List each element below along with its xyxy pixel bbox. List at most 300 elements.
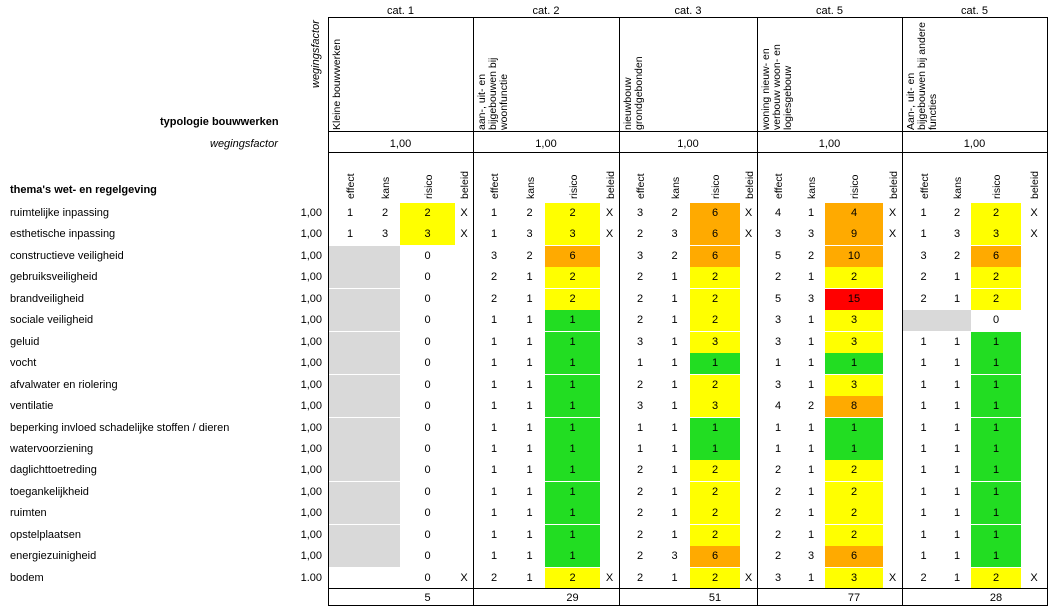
effect-value: 2 xyxy=(636,507,644,520)
beleid-value xyxy=(740,525,757,546)
effect-value: 1 xyxy=(920,400,927,413)
kans-value: 1 xyxy=(526,421,533,434)
beleid-value xyxy=(600,267,619,288)
beleid-value xyxy=(740,418,757,439)
effect-value xyxy=(334,482,366,503)
effect-value: 1 xyxy=(774,442,782,455)
beleid-value: X xyxy=(888,228,897,241)
effect-value: 2 xyxy=(636,378,644,391)
effect-value: 2 xyxy=(774,528,782,541)
effect-value: 2 xyxy=(636,485,644,498)
beleid-value xyxy=(1021,482,1047,503)
sub-header-effect: effect xyxy=(345,173,357,199)
risico-value: 0 xyxy=(424,335,431,348)
category-name: Kleine bouwwerken xyxy=(331,38,343,130)
effect-value xyxy=(334,396,366,417)
kans-value: 3 xyxy=(807,550,815,563)
theme-label: vocht xyxy=(10,357,37,370)
effect-value: 1 xyxy=(920,528,927,541)
risico-value: 2 xyxy=(825,482,883,503)
theme-label: ventilatie xyxy=(10,400,54,413)
beleid-value xyxy=(740,503,757,524)
risico-value: 1 xyxy=(971,375,1021,396)
risico-value: 1 xyxy=(971,482,1021,503)
risico-value: 1 xyxy=(825,439,883,460)
kans-value: 1 xyxy=(953,528,961,541)
beleid-value xyxy=(1021,375,1047,396)
theme-weight: 1,00 xyxy=(300,357,322,370)
effect-value: 1 xyxy=(920,507,927,520)
kans-value: 1 xyxy=(953,292,961,305)
risico-value: 2 xyxy=(690,482,740,503)
risico-value: 1 xyxy=(971,525,1021,546)
risico-value: 3 xyxy=(690,332,740,353)
effect-value: 1 xyxy=(490,228,498,241)
sub-header-effect: effect xyxy=(489,173,501,199)
theme-label: ruimtelijke inpassing xyxy=(10,207,110,219)
beleid-value: X xyxy=(1030,228,1038,241)
risico-value: 2 xyxy=(825,525,883,546)
grid-line-block xyxy=(1047,17,1048,606)
kans-value: 1 xyxy=(807,507,815,520)
risico-value: 4 xyxy=(825,203,883,224)
beleid-value xyxy=(740,546,757,567)
risico-value: 1 xyxy=(971,460,1021,481)
effect-value: 1 xyxy=(636,357,644,370)
beleid-value: X xyxy=(605,207,614,219)
kans-value: 1 xyxy=(671,421,678,434)
sub-header-kans: kans xyxy=(669,176,682,199)
effect-value xyxy=(334,353,366,374)
beleid-value xyxy=(455,460,473,481)
risico-value: 2 xyxy=(690,267,740,288)
category-total: 51 xyxy=(708,592,722,604)
beleid-value xyxy=(740,482,757,503)
kans-value: 1 xyxy=(953,335,961,348)
grid-line-weights xyxy=(328,131,1047,132)
kans-value: 3 xyxy=(807,292,815,305)
risico-value: 2 xyxy=(690,310,740,331)
effect-value: 2 xyxy=(774,507,782,520)
risico-value: 1 xyxy=(690,353,740,374)
kans-value xyxy=(370,332,400,353)
kans-value: 1 xyxy=(526,464,533,477)
kans-value: 1 xyxy=(807,421,815,434)
theme-weight: 1,00 xyxy=(300,442,322,455)
effect-value xyxy=(334,525,366,546)
sub-header-beleid: beleid xyxy=(887,170,900,199)
risico-value: 2 xyxy=(825,503,883,524)
beleid-value xyxy=(1021,310,1047,331)
kans-value: 1 xyxy=(671,335,678,348)
risico-value: 2 xyxy=(690,460,740,481)
sub-header-effect: effect xyxy=(918,173,931,199)
beleid-value xyxy=(455,310,473,331)
effect-value: 3 xyxy=(774,228,782,241)
beleid-value xyxy=(740,310,757,331)
risico-value: 9 xyxy=(825,224,883,245)
risico-value: 1 xyxy=(545,353,600,374)
kans-value: 1 xyxy=(953,442,961,455)
risico-value: 8 xyxy=(825,396,883,417)
category-name: nieuwbouw grondgebonden xyxy=(622,56,645,130)
risico-value: 2 xyxy=(971,203,1021,224)
kans-value xyxy=(370,246,400,267)
effect-value: 1 xyxy=(490,207,498,219)
effect-value: 3 xyxy=(774,335,782,348)
beleid-value xyxy=(740,289,757,310)
theme-label: watervoorziening xyxy=(10,442,94,455)
effect-value: 1 xyxy=(920,357,927,370)
kans-value: 2 xyxy=(671,207,678,219)
category-total: 5 xyxy=(424,592,431,604)
kans-value: 1 xyxy=(953,271,961,284)
beleid-value xyxy=(455,546,473,567)
effect-value: 1 xyxy=(920,485,927,498)
risico-value: 2 xyxy=(690,375,740,396)
beleid-value xyxy=(740,375,757,396)
risico-value: 1 xyxy=(545,482,600,503)
kans-value xyxy=(370,267,400,288)
themes-label: thema's wet- en regelgeving xyxy=(10,184,157,196)
effect-value: 1 xyxy=(920,421,927,434)
kans-value: 1 xyxy=(807,464,815,477)
theme-weight: 1,00 xyxy=(300,485,322,498)
beleid-value xyxy=(455,396,473,417)
risico-value: 1 xyxy=(690,439,740,460)
beleid-value xyxy=(1021,460,1047,481)
effect-value xyxy=(334,418,366,439)
beleid-value xyxy=(455,353,473,374)
risico-value: 1 xyxy=(971,332,1021,353)
kans-value xyxy=(370,375,400,396)
kans-value: 1 xyxy=(953,400,961,413)
theme-label: afvalwater en riolering xyxy=(10,378,118,391)
effect-value: 2 xyxy=(636,528,644,541)
sub-header-effect: effect xyxy=(773,173,785,199)
effect-value: 2 xyxy=(636,271,644,284)
beleid-value xyxy=(600,418,619,439)
risico-value: 0 xyxy=(424,550,431,563)
effect-value: 4 xyxy=(774,400,782,413)
kans-value xyxy=(370,460,400,481)
kans-value: 1 xyxy=(953,378,961,391)
theme-label: esthetische inpassing xyxy=(10,228,116,241)
risico-value: 3 xyxy=(690,396,740,417)
kans-value xyxy=(943,310,971,331)
effect-value: 1 xyxy=(920,228,927,241)
kans-value: 1 xyxy=(953,485,961,498)
grid-line-bottom xyxy=(328,588,1047,589)
risico-value: 1 xyxy=(825,353,883,374)
sub-header-effect: effect xyxy=(635,173,647,199)
kans-value: 1 xyxy=(526,571,533,584)
risico-value: 0 xyxy=(424,357,431,370)
risico-value: 0 xyxy=(424,378,431,391)
theme-weight: 1,00 xyxy=(300,228,322,241)
kans-value: 1 xyxy=(807,571,815,584)
effect-value: 2 xyxy=(920,292,927,305)
effect-value: 4 xyxy=(774,207,782,219)
risico-value: 1 xyxy=(545,418,600,439)
risico-value: 6 xyxy=(971,246,1021,267)
beleid-value: X xyxy=(1030,571,1038,584)
risico-value: 0 xyxy=(424,400,431,413)
risico-value: 0 xyxy=(424,442,431,455)
kans-value: 1 xyxy=(953,571,961,584)
kans-value xyxy=(370,568,400,589)
risico-value: 1 xyxy=(971,503,1021,524)
kans-value: 2 xyxy=(381,207,389,219)
kans-value: 2 xyxy=(526,249,533,262)
effect-value: 2 xyxy=(636,464,644,477)
theme-weight: 1,00 xyxy=(300,249,322,262)
effect-value xyxy=(334,332,366,353)
beleid-value: X xyxy=(605,571,614,584)
beleid-value xyxy=(883,289,902,310)
category-name: woning nieuw- en verbouw woon- en logiesgebouw xyxy=(760,44,794,130)
kans-value: 1 xyxy=(526,528,533,541)
beleid-value xyxy=(455,246,473,267)
risico-value: 2 xyxy=(971,289,1021,310)
risico-value: 1 xyxy=(545,546,600,567)
risico-value: 3 xyxy=(971,224,1021,245)
risico-value: 10 xyxy=(825,246,883,267)
risico-value: 1 xyxy=(971,546,1021,567)
risico-value: 2 xyxy=(971,267,1021,288)
effect-value: 3 xyxy=(774,314,782,327)
risico-value: 3 xyxy=(825,375,883,396)
effect-value: 1 xyxy=(490,314,498,327)
risico-value: 1 xyxy=(545,439,600,460)
beleid-value: X xyxy=(460,228,468,241)
effect-value: 1 xyxy=(490,442,498,455)
risico-value: 3 xyxy=(545,224,600,245)
effect-value xyxy=(334,246,366,267)
risico-value: 6 xyxy=(690,203,740,224)
theme-label: toegankelijkheid xyxy=(10,485,89,498)
kans-value: 1 xyxy=(953,550,961,563)
beleid-value xyxy=(455,525,473,546)
grid-line-block xyxy=(473,17,474,606)
risico-value: 6 xyxy=(545,246,600,267)
kans-value: 1 xyxy=(953,507,961,520)
effect-value: 2 xyxy=(636,314,644,327)
risico-value: 2 xyxy=(690,568,740,589)
beleid-value: X xyxy=(605,228,614,241)
beleid-value xyxy=(600,525,619,546)
risico-value: 0 xyxy=(424,249,431,262)
risico-value: 1 xyxy=(971,396,1021,417)
effect-value: 1 xyxy=(490,464,498,477)
effect-value: 1 xyxy=(920,335,927,348)
category-code: cat. 1 xyxy=(387,5,414,17)
effect-value: 2 xyxy=(774,550,782,563)
effect-value: 1 xyxy=(490,528,498,541)
beleid-value: X xyxy=(460,571,468,584)
risico-value: 2 xyxy=(971,568,1021,589)
beleid-value xyxy=(883,332,902,353)
beleid-value xyxy=(1021,396,1047,417)
effect-value: 2 xyxy=(636,228,644,241)
effect-value xyxy=(908,310,939,331)
kans-value: 1 xyxy=(953,421,961,434)
beleid-value xyxy=(600,439,619,460)
effect-value: 3 xyxy=(636,335,644,348)
effect-value xyxy=(334,546,366,567)
kans-value: 1 xyxy=(671,571,678,584)
risico-value: 1 xyxy=(545,396,600,417)
kans-value: 1 xyxy=(671,378,678,391)
beleid-value: X xyxy=(460,207,468,219)
kans-value: 1 xyxy=(526,550,533,563)
risico-value: 6 xyxy=(690,224,740,245)
beleid-value xyxy=(1021,353,1047,374)
kans-value: 1 xyxy=(526,271,533,284)
risico-value: 1 xyxy=(545,332,600,353)
effect-value: 1 xyxy=(490,400,498,413)
effect-value: 2 xyxy=(490,571,498,584)
effect-value xyxy=(334,267,366,288)
kans-value: 2 xyxy=(671,249,678,262)
kans-value: 1 xyxy=(807,357,815,370)
effect-value: 1 xyxy=(920,378,927,391)
risico-value: 0 xyxy=(424,421,431,434)
kans-value: 1 xyxy=(526,292,533,305)
kans-value: 2 xyxy=(526,207,533,219)
theme-label: energiezuinigheid xyxy=(10,550,97,563)
effect-value: 5 xyxy=(774,249,782,262)
effect-value: 1 xyxy=(490,507,498,520)
grid-line-subs xyxy=(328,152,1047,153)
theme-weight: 1,00 xyxy=(300,271,322,284)
grid-line-block xyxy=(619,17,620,606)
effect-value xyxy=(334,503,366,524)
category-weight: 1,00 xyxy=(818,138,841,150)
theme-weight: 1,00 xyxy=(300,207,322,219)
effect-value: 1 xyxy=(636,421,644,434)
risico-value: 3 xyxy=(825,310,883,331)
category-code: cat. 5 xyxy=(961,5,988,17)
risico-value: 1 xyxy=(545,525,600,546)
kans-value: 1 xyxy=(671,314,678,327)
theme-weight: 1,00 xyxy=(300,421,322,434)
effect-value xyxy=(334,375,366,396)
beleid-value xyxy=(883,310,902,331)
kans-value: 1 xyxy=(807,335,815,348)
theme-label: geluid xyxy=(10,335,40,348)
beleid-value xyxy=(883,267,902,288)
category-code: cat. 3 xyxy=(674,5,702,17)
effect-value: 1 xyxy=(490,357,498,370)
category-code: cat. 5 xyxy=(816,5,843,17)
theme-label: daglichttoetreding xyxy=(10,464,97,477)
risico-value: 0 xyxy=(424,528,431,541)
kans-value: 1 xyxy=(807,378,815,391)
risico-value: 1 xyxy=(545,375,600,396)
risico-value: 0 xyxy=(424,485,431,498)
kans-value: 1 xyxy=(953,464,961,477)
beleid-value xyxy=(740,267,757,288)
beleid-value xyxy=(1021,267,1047,288)
effect-value: 2 xyxy=(920,271,927,284)
risico-value: 3 xyxy=(400,224,455,245)
sub-header-kans: kans xyxy=(380,176,392,199)
effect-value: 3 xyxy=(636,249,644,262)
sub-header-beleid: beleid xyxy=(459,170,471,199)
kans-value: 1 xyxy=(671,271,678,284)
kans-value: 1 xyxy=(526,314,533,327)
effect-value: 2 xyxy=(490,292,498,305)
beleid-value xyxy=(1021,439,1047,460)
beleid-value xyxy=(883,375,902,396)
effect-value: 1 xyxy=(920,550,927,563)
kans-value: 1 xyxy=(807,485,815,498)
typology-label: typologie bouwwerken xyxy=(160,116,279,128)
category-total: 29 xyxy=(566,592,579,604)
effect-value xyxy=(334,568,366,589)
beleid-value xyxy=(883,439,902,460)
beleid-value xyxy=(1021,546,1047,567)
beleid-value xyxy=(740,460,757,481)
risico-value: 2 xyxy=(825,267,883,288)
beleid-value xyxy=(455,267,473,288)
risico-value: 1 xyxy=(545,460,600,481)
theme-weight: 1,00 xyxy=(300,292,322,305)
risico-value: 2 xyxy=(545,289,600,310)
theme-weight: 1,00 xyxy=(300,464,322,477)
theme-label: bodem xyxy=(10,571,44,584)
beleid-value xyxy=(740,396,757,417)
risico-value: 2 xyxy=(545,568,600,589)
beleid-value xyxy=(1021,525,1047,546)
category-weight: 1,00 xyxy=(535,138,557,150)
theme-label: gebruiksveiligheid xyxy=(10,271,98,284)
beleid-value xyxy=(600,246,619,267)
kans-value: 1 xyxy=(526,485,533,498)
category-total: 77 xyxy=(847,592,861,604)
beleid-value: X xyxy=(888,571,897,584)
risico-value: 1 xyxy=(545,503,600,524)
kans-value: 1 xyxy=(671,507,678,520)
risico-value: 6 xyxy=(825,546,883,567)
beleid-value xyxy=(740,332,757,353)
risico-value: 2 xyxy=(690,525,740,546)
beleid-value: X xyxy=(744,228,753,241)
grid-line-block xyxy=(757,17,758,606)
risico-value: 0 xyxy=(424,314,431,327)
sub-header-kans: kans xyxy=(952,176,964,199)
grid-line-total xyxy=(328,605,1047,606)
category-name: Aan-, uit- en bijgebouwen bij andere functies xyxy=(905,22,939,130)
beleid-value xyxy=(1021,418,1047,439)
effect-value: 2 xyxy=(636,292,644,305)
kans-value xyxy=(370,418,400,439)
beleid-value xyxy=(1021,332,1047,353)
effect-value: 1 xyxy=(346,207,354,219)
beleid-value xyxy=(1021,503,1047,524)
effect-value: 2 xyxy=(490,271,498,284)
theme-label: beperking invloed schadelijke stoffen / dieren xyxy=(10,421,230,434)
sub-header-risico: risico xyxy=(567,174,580,199)
kans-value xyxy=(370,503,400,524)
kans-value: 1 xyxy=(807,314,815,327)
beleid-value xyxy=(883,460,902,481)
effect-value: 2 xyxy=(636,571,644,584)
category-code: cat. 2 xyxy=(532,5,560,17)
kans-value: 3 xyxy=(671,228,678,241)
effect-value: 1 xyxy=(920,442,927,455)
